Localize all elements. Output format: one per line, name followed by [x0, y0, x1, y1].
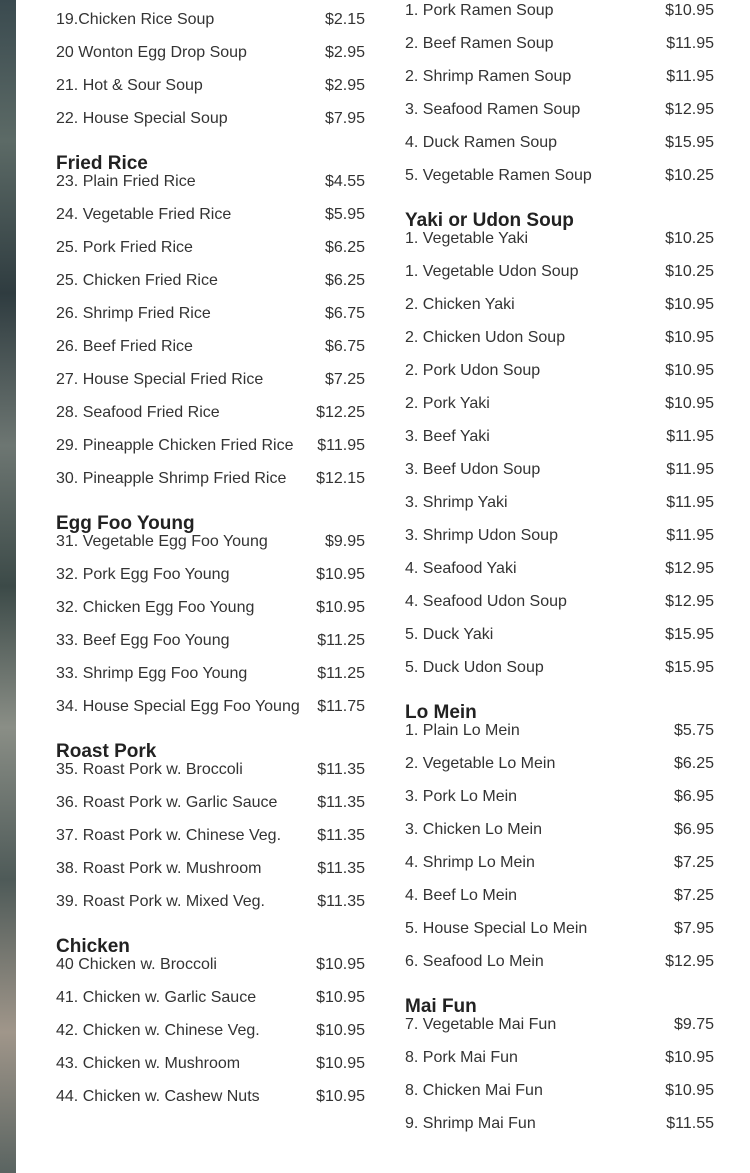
menu-item-name: 41. Chicken w. Garlic Sauce — [56, 989, 257, 1006]
menu-item-name: 5. House Special Lo Mein — [405, 920, 588, 937]
menu-item-price: $10.95 — [665, 395, 714, 412]
menu-page — [16, 0, 750, 1173]
menu-item-name: 4. Seafood Udon Soup — [405, 593, 567, 610]
menu-item — [56, 693, 365, 726]
menu-item — [56, 855, 365, 888]
menu-item — [405, 621, 714, 654]
menu-item-name: 23. Plain Fried Rice — [56, 173, 196, 190]
menu-item — [405, 816, 714, 849]
menu-item — [56, 105, 365, 138]
menu-item-price: $12.25 — [316, 404, 365, 421]
menu-item-price: $10.95 — [665, 329, 714, 346]
menu-item — [405, 654, 714, 687]
menu-item-name: 40 Chicken w. Broccoli — [56, 956, 217, 973]
menu-item-price: $10.95 — [665, 1049, 714, 1066]
menu-item — [405, 291, 714, 324]
menu-item — [405, 456, 714, 489]
menu-item-name: 39. Roast Pork w. Mixed Veg. — [56, 893, 265, 910]
menu-item — [405, 489, 714, 522]
menu-item — [405, 1110, 714, 1143]
section-heading: Lo Mein — [405, 702, 477, 723]
menu-item-price: $10.25 — [665, 263, 714, 280]
menu-item-price: $4.55 — [324, 173, 365, 190]
menu-item-name: 25. Pork Fried Rice — [56, 239, 193, 256]
menu-item-price: $10.95 — [665, 296, 714, 313]
menu-item — [405, 750, 714, 783]
menu-item-name: 22. House Special Soup — [56, 110, 228, 127]
menu-item-price: $7.25 — [673, 854, 714, 871]
menu-item — [405, 225, 714, 258]
menu-item-name: 1. Vegetable Udon Soup — [405, 263, 579, 280]
menu-item-name: 3. Seafood Ramen Soup — [405, 101, 581, 118]
menu-item — [405, 162, 714, 195]
menu-item — [56, 168, 365, 201]
menu-item-name: 24. Vegetable Fried Rice — [56, 206, 232, 223]
menu-item-price: $7.25 — [673, 887, 714, 904]
menu-item-price: $7.25 — [324, 371, 365, 388]
menu-item-name: 32. Pork Egg Foo Young — [56, 566, 230, 583]
menu-item-name: 4. Duck Ramen Soup — [405, 134, 558, 151]
menu-item-price: $11.35 — [317, 761, 365, 778]
menu-item-name: 4. Shrimp Lo Mein — [405, 854, 535, 871]
menu-item-name: 30. Pineapple Shrimp Fried Rice — [56, 470, 287, 487]
menu-item-name: 28. Seafood Fried Rice — [56, 404, 220, 421]
menu-item-name: 26. Beef Fried Rice — [56, 338, 193, 355]
menu-item-price: $10.25 — [665, 230, 714, 247]
section-heading: Fried Rice — [56, 153, 148, 174]
menu-item — [56, 1083, 365, 1116]
menu-item-price: $15.95 — [665, 659, 714, 676]
menu-item-name: 25. Chicken Fried Rice — [56, 272, 218, 289]
menu-item-name: 2. Pork Udon Soup — [405, 362, 541, 379]
menu-item-price: $15.95 — [665, 134, 714, 151]
menu-item-price: $11.95 — [666, 461, 714, 478]
menu-item-price: $6.75 — [324, 305, 365, 322]
menu-item — [405, 717, 714, 750]
menu-item — [56, 756, 365, 789]
menu-item — [56, 888, 365, 921]
section-heading: Chicken — [56, 936, 130, 957]
menu-item-name: 19.Chicken Rice Soup — [56, 11, 215, 28]
menu-item-name: 4. Beef Lo Mein — [405, 887, 518, 904]
menu-item-name: 2. Pork Yaki — [405, 395, 490, 412]
menu-item — [56, 1050, 365, 1083]
section-heading: Roast Pork — [56, 741, 157, 762]
menu-item — [405, 1044, 714, 1077]
menu-item — [405, 1011, 714, 1044]
menu-item — [405, 357, 714, 390]
menu-item — [56, 300, 365, 333]
menu-item-name: 34. House Special Egg Foo Young — [56, 698, 300, 715]
menu-item-price: $12.95 — [665, 560, 714, 577]
menu-item-price: $11.75 — [317, 698, 365, 715]
menu-item-price: $2.95 — [324, 77, 365, 94]
menu-item-price: $10.95 — [316, 1055, 365, 1072]
menu-item-price: $10.95 — [665, 1082, 714, 1099]
menu-item-name: 33. Beef Egg Foo Young — [56, 632, 230, 649]
menu-item-name: 2. Beef Ramen Soup — [405, 35, 554, 52]
menu-item — [56, 333, 365, 366]
menu-item-name: 2. Chicken Udon Soup — [405, 329, 566, 346]
menu-item-name: 35. Roast Pork w. Broccoli — [56, 761, 243, 778]
menu-item-price: $11.95 — [666, 527, 714, 544]
menu-item-name: 1. Pork Ramen Soup — [405, 2, 554, 19]
menu-item — [405, 390, 714, 423]
section-heading: Mai Fun — [405, 996, 477, 1017]
menu-item-price: $10.95 — [316, 1088, 365, 1105]
menu-item-price: $5.75 — [673, 722, 714, 739]
menu-item-name: 3. Pork Lo Mein — [405, 788, 518, 805]
menu-item — [56, 1017, 365, 1050]
menu-item — [56, 72, 365, 105]
menu-item-name: 37. Roast Pork w. Chinese Veg. — [56, 827, 282, 844]
menu-item-price: $12.95 — [665, 953, 714, 970]
section-heading: Yaki or Udon Soup — [405, 210, 574, 231]
menu-item — [405, 324, 714, 357]
menu-item-price: $6.75 — [324, 338, 365, 355]
menu-item-name: 5. Duck Udon Soup — [405, 659, 544, 676]
menu-item-name: 42. Chicken w. Chinese Veg. — [56, 1022, 260, 1039]
menu-item — [405, 423, 714, 456]
menu-item-price: $7.95 — [673, 920, 714, 937]
menu-item-name: 36. Roast Pork w. Garlic Sauce — [56, 794, 278, 811]
menu-item-name: 3. Beef Yaki — [405, 428, 490, 445]
menu-item — [56, 594, 365, 627]
menu-item-price: $10.95 — [316, 956, 365, 973]
menu-item-price: $2.15 — [324, 11, 365, 28]
menu-item — [405, 129, 714, 162]
menu-item-price: $10.95 — [665, 362, 714, 379]
menu-item-name: 1. Plain Lo Mein — [405, 722, 520, 739]
menu-item-price: $12.95 — [665, 593, 714, 610]
menu-item-price: $11.95 — [666, 428, 714, 445]
menu-item-name: 3. Shrimp Yaki — [405, 494, 508, 511]
menu-item — [56, 366, 365, 399]
menu-item-price: $10.95 — [316, 1022, 365, 1039]
menu-item-name: 26. Shrimp Fried Rice — [56, 305, 211, 322]
menu-item — [56, 627, 365, 660]
menu-item-name: 20 Wonton Egg Drop Soup — [56, 44, 247, 61]
menu-item-name: 31. Vegetable Egg Foo Young — [56, 533, 268, 550]
menu-item-name: 4. Seafood Yaki — [405, 560, 517, 577]
menu-item-name: 7. Vegetable Mai Fun — [405, 1016, 557, 1033]
menu-item-name: 2. Chicken Yaki — [405, 296, 515, 313]
menu-item-name: 3. Beef Udon Soup — [405, 461, 541, 478]
menu-item-name: 29. Pineapple Chicken Fried Rice — [56, 437, 294, 454]
menu-item-name: 8. Chicken Mai Fun — [405, 1082, 543, 1099]
menu-item — [405, 0, 714, 30]
menu-item-price: $5.95 — [324, 206, 365, 223]
menu-item-name: 1. Vegetable Yaki — [405, 230, 529, 247]
menu-item — [56, 6, 365, 39]
menu-item — [56, 39, 365, 72]
menu-item-name: 2. Shrimp Ramen Soup — [405, 68, 572, 85]
menu-item — [56, 399, 365, 432]
menu-item-name: 27. House Special Fried Rice — [56, 371, 264, 388]
menu-item-price: $11.95 — [317, 437, 365, 454]
menu-item — [56, 984, 365, 1017]
menu-item — [56, 660, 365, 693]
menu-item-name: 43. Chicken w. Mushroom — [56, 1055, 241, 1072]
menu-item-price: $6.95 — [673, 821, 714, 838]
menu-item-price: $15.95 — [665, 626, 714, 643]
menu-item-name: 3. Shrimp Udon Soup — [405, 527, 558, 544]
menu-item-price: $6.25 — [673, 755, 714, 772]
menu-item — [405, 30, 714, 63]
menu-item-price: $11.35 — [317, 827, 365, 844]
menu-item — [405, 555, 714, 588]
menu-item — [405, 258, 714, 291]
menu-item-price: $11.95 — [666, 35, 714, 52]
menu-item-name: 33. Shrimp Egg Foo Young — [56, 665, 248, 682]
menu-item-price: $11.35 — [317, 794, 365, 811]
menu-item — [56, 528, 365, 561]
menu-item-name: 44. Chicken w. Cashew Nuts — [56, 1088, 260, 1105]
section-heading: Egg Foo Young — [56, 513, 195, 534]
menu-item-price: $11.35 — [317, 893, 365, 910]
menu-item-name: 3. Chicken Lo Mein — [405, 821, 542, 838]
menu-item-name: 5. Vegetable Ramen Soup — [405, 167, 592, 184]
menu-item-price: $11.25 — [317, 665, 365, 682]
menu-item-price: $9.95 — [324, 533, 365, 550]
menu-item — [405, 522, 714, 555]
menu-item — [56, 201, 365, 234]
menu-item — [405, 948, 714, 981]
menu-item — [56, 267, 365, 300]
menu-item — [405, 63, 714, 96]
menu-item-price: $6.25 — [324, 272, 365, 289]
menu-item-name: 6. Seafood Lo Mein — [405, 953, 544, 970]
menu-item-price: $6.95 — [673, 788, 714, 805]
menu-item — [405, 1077, 714, 1110]
menu-item-price: $7.95 — [324, 110, 365, 127]
menu-item — [405, 588, 714, 621]
menu-item-price: $10.25 — [665, 167, 714, 184]
menu-item-price: $2.95 — [324, 44, 365, 61]
menu-item-price: $10.95 — [316, 989, 365, 1006]
menu-item — [56, 951, 365, 984]
menu-item-price: $11.25 — [317, 632, 365, 649]
menu-item — [405, 849, 714, 882]
menu-item-price: $10.95 — [665, 2, 714, 19]
menu-item — [56, 822, 365, 855]
menu-item-price: $11.95 — [666, 494, 714, 511]
menu-item-name: 21. Hot & Sour Soup — [56, 77, 203, 94]
menu-item — [56, 234, 365, 267]
background-photo-strip — [0, 0, 16, 1173]
menu-item — [56, 432, 365, 465]
menu-item-price: $9.75 — [673, 1016, 714, 1033]
menu-item — [56, 465, 365, 498]
menu-item-price: $11.95 — [666, 68, 714, 85]
menu-item-name: 32. Chicken Egg Foo Young — [56, 599, 255, 616]
menu-item-price: $6.25 — [324, 239, 365, 256]
menu-item-name: 8. Pork Mai Fun — [405, 1049, 518, 1066]
menu-item-name: 38. Roast Pork w. Mushroom — [56, 860, 262, 877]
menu-item-price: $12.15 — [316, 470, 365, 487]
menu-item-price: $12.95 — [665, 101, 714, 118]
menu-item — [56, 789, 365, 822]
menu-item-price: $11.55 — [666, 1115, 714, 1132]
menu-item-name: 2. Vegetable Lo Mein — [405, 755, 556, 772]
menu-item — [405, 915, 714, 948]
menu-item — [56, 561, 365, 594]
menu-item — [405, 783, 714, 816]
menu-item — [405, 882, 714, 915]
menu-item-price: $10.95 — [316, 599, 365, 616]
menu-item-name: 9. Shrimp Mai Fun — [405, 1115, 536, 1132]
menu-item-price: $10.95 — [316, 566, 365, 583]
menu-item-name: 5. Duck Yaki — [405, 626, 494, 643]
menu-item — [405, 96, 714, 129]
menu-item-price: $11.35 — [317, 860, 365, 877]
